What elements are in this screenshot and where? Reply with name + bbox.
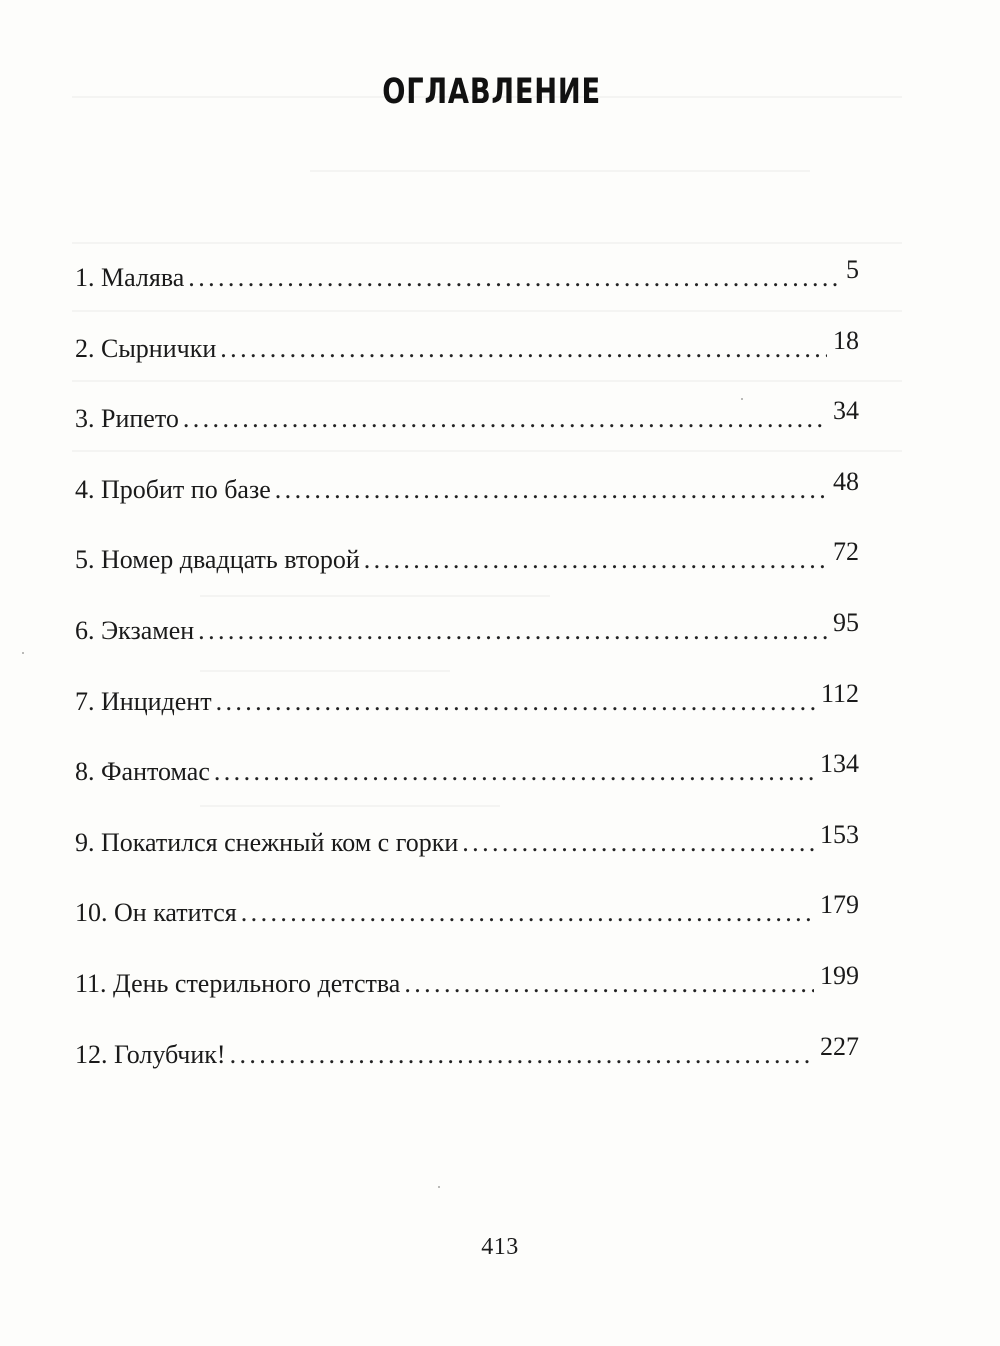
toc-entry-title: 6. Экзамен xyxy=(75,615,195,645)
toc-entry-title: 2. Сырнички xyxy=(75,333,217,363)
toc-entry-title: 4. Пробит по базе xyxy=(75,474,271,504)
toc-entry xyxy=(75,960,859,1035)
toc-entry-title: 9. Покатился снежный ком с горки xyxy=(75,827,459,857)
table-of-contents xyxy=(75,255,859,1105)
toc-entry-page: 18 xyxy=(833,325,859,355)
toc-entry-title: 3. Рипето xyxy=(75,404,179,434)
toc-entry-page: 34 xyxy=(833,396,859,426)
toc-entry-title: 1. Малява xyxy=(75,263,185,292)
paper-speck xyxy=(438,1186,440,1188)
toc-entry-page: 5 xyxy=(846,255,859,284)
toc-entry-page: 134 xyxy=(820,749,859,779)
toc-entry-page: 112 xyxy=(820,678,859,708)
toc-entry-title: 10. Он катится xyxy=(75,898,237,928)
toc-entry-page: 227 xyxy=(820,1031,859,1061)
toc-entry xyxy=(75,890,859,964)
toc-leader-dots xyxy=(183,399,827,439)
toc-leader-dots xyxy=(241,893,814,933)
toc-entry xyxy=(75,396,859,470)
toc-entry-page: 199 xyxy=(820,960,859,990)
toc-leader-dots xyxy=(220,329,827,369)
page-title: ОГЛАВЛЕНИЕ xyxy=(382,72,601,112)
toc-leader-dots xyxy=(462,823,814,863)
toc-entry-page: 179 xyxy=(820,890,859,920)
toc-entry xyxy=(75,325,859,400)
toc-entry-title: 7. Инцидент xyxy=(75,686,212,716)
paper-speck xyxy=(741,398,743,400)
toc-leader-dots xyxy=(404,964,814,1004)
toc-leader-dots xyxy=(214,752,814,792)
toc-leader-dots xyxy=(275,470,827,510)
toc-entry xyxy=(75,819,859,894)
toc-entry-page: 153 xyxy=(820,819,859,849)
toc-entry-page: 48 xyxy=(833,466,859,496)
toc-entry xyxy=(75,255,859,329)
toc-leader-dots xyxy=(198,611,827,651)
toc-entry xyxy=(75,607,859,682)
toc-entry xyxy=(75,537,859,611)
toc-entry-title: 5. Номер двадцать второй xyxy=(75,545,360,575)
toc-entry-title: 8. Фантомас xyxy=(75,757,210,787)
toc-entry xyxy=(75,466,859,541)
toc-entry-page: 72 xyxy=(833,537,859,567)
toc-leader-dots xyxy=(188,258,840,298)
toc-entry-page: 95 xyxy=(833,607,859,637)
paper-speck xyxy=(22,652,24,654)
toc-entry xyxy=(75,678,859,753)
toc-leader-dots xyxy=(216,682,815,722)
page-number: 413 xyxy=(481,1234,519,1260)
toc-entry-title: 11. День стерильного детства xyxy=(75,968,401,998)
toc-entry xyxy=(75,1031,859,1106)
toc-leader-dots xyxy=(364,540,827,580)
toc-entry xyxy=(75,749,859,823)
toc-entry-title: 12. Голубчик! xyxy=(75,1039,226,1069)
toc-leader-dots xyxy=(230,1035,814,1075)
